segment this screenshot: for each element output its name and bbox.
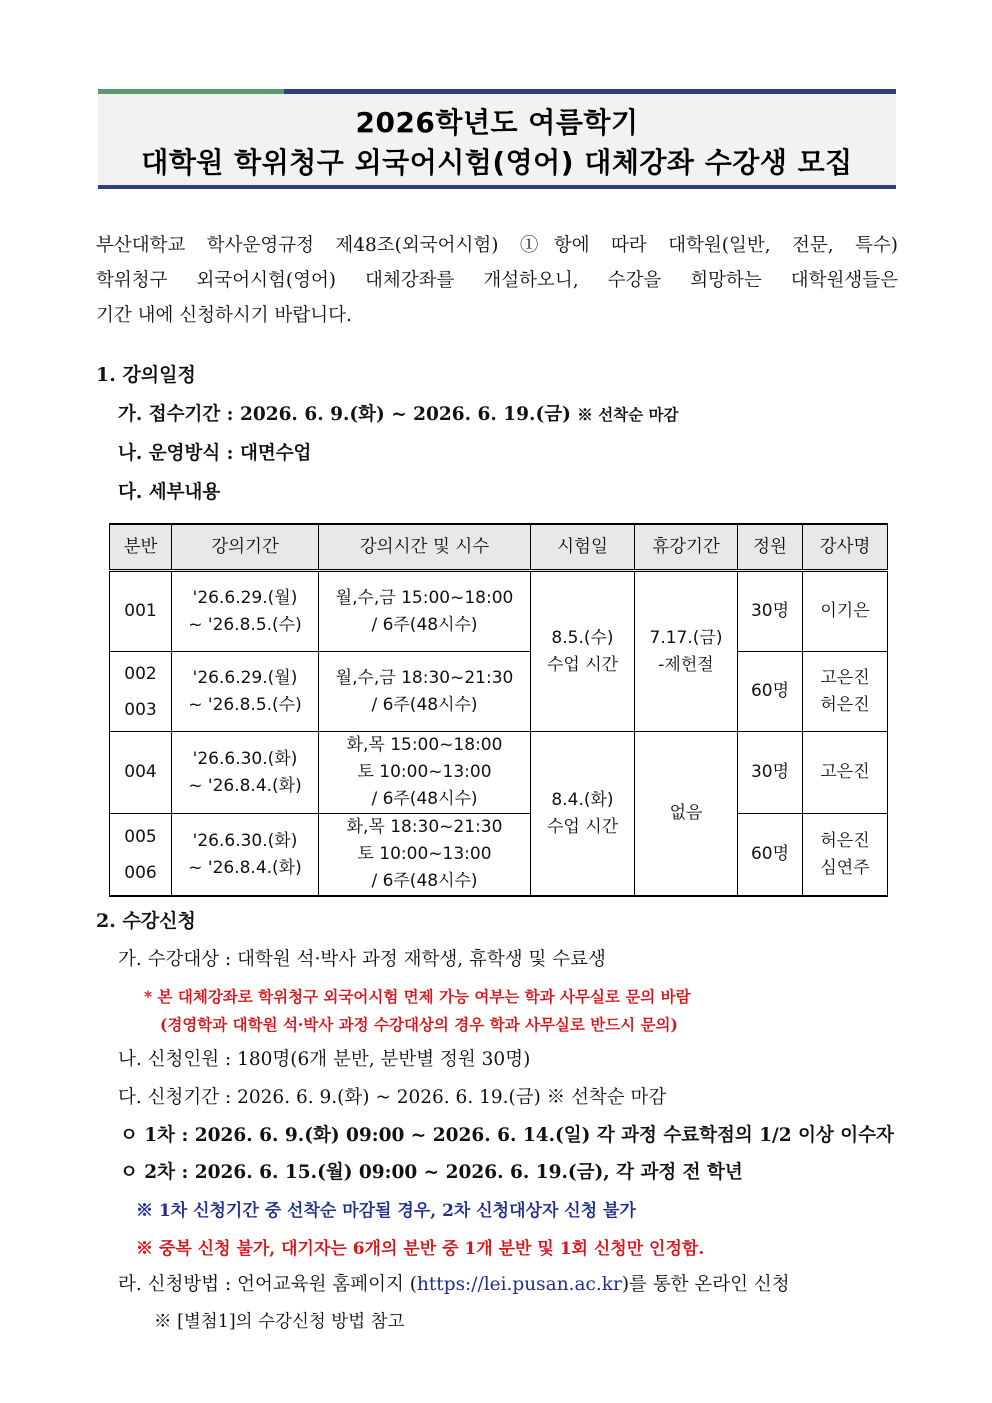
title-accent-green <box>98 89 284 94</box>
cell-class: 004 <box>110 732 172 814</box>
cell-class: 002 003 <box>110 652 172 732</box>
section2-heading: 2. 수강신청 <box>96 910 196 932</box>
first-come-note: ※ 선착순 마감 <box>577 405 679 424</box>
exemption-note: * 본 대체강좌로 학위청구 외국어시험 면제 가능 여부는 학과 사무실로 문의 바람 <box>144 987 691 1006</box>
section2-item-a: 가. 수강대상 : 대학원 석·박사 과정 재학생, 휴학생 및 수료생 <box>118 949 606 970</box>
intro-line: 부산대학교 학사운영규정 제48조(외국어시험) ①항에 따라 대학원(일반, 전문, 특수) <box>96 235 898 256</box>
cell-time: 월,수,금 15:00~18:00 / 6주(48시수) <box>319 571 531 652</box>
cell-instructor: 허은진 심연주 <box>803 814 888 897</box>
intro-line: 기간 내에 신청하시기 바랍니다. <box>96 305 352 326</box>
intro-paragraph <box>96 228 898 333</box>
section1-item-c: 다. 세부내용 <box>118 482 221 503</box>
table-row <box>110 652 888 732</box>
cell-class: 005 006 <box>110 814 172 897</box>
homepage-link[interactable]: https://lei.pusan.ac.kr <box>416 1274 622 1295</box>
table-row <box>110 732 888 814</box>
title-bottom-bar <box>98 185 896 189</box>
cell-exam: 8.4.(화) 수업 시간 <box>531 732 635 897</box>
schedule-table <box>109 523 888 897</box>
cell-time: 월,수,금 18:30~21:30 / 6주(48시수) <box>319 652 531 732</box>
title-box <box>98 89 896 189</box>
cell-time: 화,목 18:30~21:30 토 10:00~13:00 / 6주(48시수) <box>319 814 531 897</box>
cell-period: '26.6.29.(월) ~ '26.8.5.(수) <box>172 652 319 732</box>
header-break: 휴강기간 <box>635 524 738 571</box>
cell-class: 001 <box>110 571 172 652</box>
table-row <box>110 814 888 897</box>
cell-break: 없음 <box>635 732 738 897</box>
duplicate-notice-red: ※ 중복 신청 불가, 대기자는 6개의 분반 중 1개 분반 및 1회 신청만 인정함. <box>136 1239 705 1259</box>
table-header-row <box>110 524 888 571</box>
cell-instructor: 고은진 허은진 <box>803 652 888 732</box>
section2-item-d: 라. 신청방법 : 언어교육원 홈페이지 (https://lei.pusan.ac.kr)를 통한 온라인 신청 <box>118 1274 790 1295</box>
round-notice-blue: ※ 1차 신청기간 중 선착순 마감될 경우, 2차 신청대상자 신청 불가 <box>136 1201 636 1221</box>
header-period: 강의기간 <box>172 524 319 571</box>
cell-period: '26.6.30.(화) ~ '26.8.4.(화) <box>172 814 319 897</box>
header-time: 강의시간 및 시수 <box>319 524 531 571</box>
reception-period: 가. 접수기간 : 2026. 6. 9.(화) ~ 2026. 6. 19.(금) <box>118 404 571 425</box>
section2-item-b: 나. 신청인원 : 180명(6개 분반, 분반별 정원 30명) <box>118 1049 531 1070</box>
table-row <box>110 571 888 652</box>
section1-item-b: 나. 운영방식 : 대면수업 <box>118 443 312 464</box>
page-title-line1: 2026학년도 여름학기 <box>355 106 639 139</box>
header-class: 분반 <box>110 524 172 571</box>
section1-item-a <box>118 400 678 426</box>
cell-time: 화,목 15:00~18:00 토 10:00~13:00 / 6주(48시수) <box>319 732 531 814</box>
page-title-line2: 대학원 학위청구 외국어시험(영어) 대체강좌 수강생 모집 <box>141 146 853 179</box>
cell-break: 7.17.(금) -제헌절 <box>635 571 738 732</box>
cell-period: '26.6.29.(월) ~ '26.8.5.(수) <box>172 571 319 652</box>
title-accent-navy <box>284 89 896 94</box>
section1-heading: 1. 강의일정 <box>96 364 196 386</box>
cell-instructor: 이기은 <box>803 571 888 652</box>
cell-capacity: 30명 <box>738 732 803 814</box>
business-school-note: (경영학과 대학원 석·박사 과정 수강대상의 경우 학과 사무실로 반드시 문의) <box>160 1015 678 1034</box>
cell-instructor: 고은진 <box>803 732 888 814</box>
header-instructor: 강사명 <box>803 524 888 571</box>
cell-capacity: 30명 <box>738 571 803 652</box>
round1-period: ㅇ 1차 : 2026. 6. 9.(화) 09:00 ~ 2026. 6. 14.(일) 각 과정 수료학점의 1/2 이상 이수자 <box>120 1125 894 1146</box>
header-capacity: 정원 <box>738 524 803 571</box>
cell-capacity: 60명 <box>738 652 803 732</box>
attachment-note: ※ [별첨1]의 수강신청 방법 참고 <box>154 1312 405 1332</box>
cell-capacity: 60명 <box>738 814 803 897</box>
header-exam: 시험일 <box>531 524 635 571</box>
cell-period: '26.6.30.(화) ~ '26.8.4.(화) <box>172 732 319 814</box>
section2-item-c: 다. 신청기간 : 2026. 6. 9.(화) ~ 2026. 6. 19.(금) ※ 선착순 마감 <box>118 1087 667 1108</box>
cell-exam: 8.5.(수) 수업 시간 <box>531 571 635 732</box>
round2-period: ㅇ 2차 : 2026. 6. 15.(월) 09:00 ~ 2026. 6. 19.(금), 각 과정 전 학년 <box>120 1162 743 1183</box>
intro-line: 학위청구 외국어시험(영어) 대체강좌를 개설하오니, 수강을 희망하는 대학원생들은 <box>96 270 898 291</box>
